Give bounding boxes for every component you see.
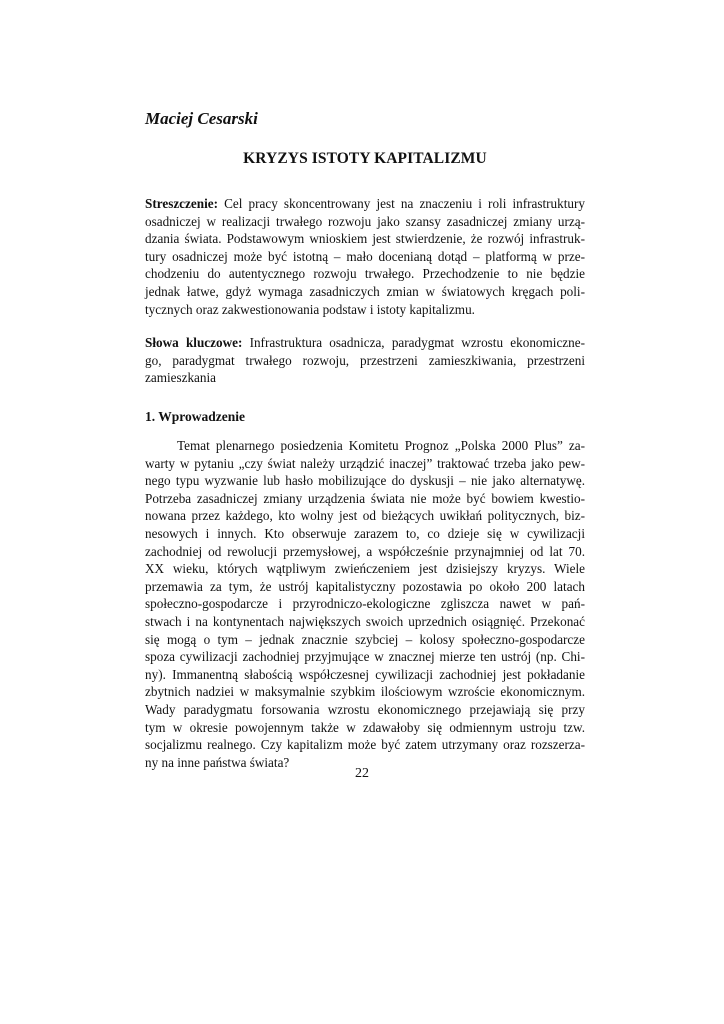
keywords [145, 334, 585, 387]
keywords-lead: Słowa kluczowe: [145, 335, 243, 350]
abstract-line: osadniczej w realizacji trwałego rozwoju jako szansy zasadniczej zmiany urzą- [145, 213, 585, 229]
body-line: zachodniej od rewolucji przemysłowej, a współcześnie przynajmniej od lat 70. [145, 543, 585, 559]
body-line: ny na inne państwa świata? [145, 754, 290, 770]
abstract-line: chodzeniu do autentycznego rozwoju trwałego. Przechodzenie to nie będzie [145, 266, 585, 282]
abstract-line: tycznych oraz zakwestionowania podstaw i istoty kapitalizmu. [145, 301, 475, 317]
page-number: 22 [355, 766, 369, 781]
abstract-line: jednak łatwe, gdyż wymaga zasadniczych zmian w światowych kręgach poli- [145, 283, 585, 299]
keywords-line: go, paradygmat trwałego rozwoju, przestrzeni zamieszkiwania, przestrzeni [145, 352, 585, 368]
body-line: XX wieku, których wątpliwym zwieńczeniem jest dzisiejszy kryzys. Wiele [145, 561, 585, 577]
section-body [145, 437, 585, 771]
body-line: zbytnich nadziei w maksymalnie szybkim ilościowym wzroście ekonomicznym. [145, 684, 585, 700]
body-line: społeczno-gospodarcze i przyrodniczo-ekologiczne zgliszcza nawet w pań- [145, 596, 585, 612]
keywords-text: Infrastruktura osadnicza, paradygmat wzrostu ekonomiczne- [242, 335, 585, 350]
body-line: Wady paradygmatu forsowania wzrostu ekonomicznego przejawiają się przy [145, 701, 585, 717]
abstract-line: dzania świata. Podstawowym wnioskiem jest stwierdzenie, że rozwój infrastruk- [145, 231, 585, 247]
abstract [145, 195, 585, 318]
body-line: nego typu wyzwanie lub hasło mobilizujące do dyskusji – nie jako alternatywę. [145, 473, 585, 489]
body-line: nesowych i innych. Kto obserwuje zarazem to, co dzieje się w cywilizacji [145, 525, 585, 541]
body-line: tym w okresie powojennym także w zdawałoby się odmiennym ustroju tzw. [145, 719, 585, 735]
body-line: warty w pytaniu „czy świat należy urządzić inaczej” traktować trzeba jako pew- [145, 455, 585, 471]
paper-title: KRYZYS ISTOTY KAPITALIZMU [243, 150, 487, 167]
body-line: socjalizmu realnego. Czy kapitalizm może być zatem utrzymany oraz rozszerza- [145, 737, 585, 753]
keywords-line [145, 334, 585, 352]
author-name: Maciej Cesarski [145, 109, 258, 128]
body-line: Potrzeba zasadniczej zmiany urządzenia świata nie może być bowiem kwestio- [145, 490, 585, 506]
body-line: się mogą o tym – jednak znacznie szybciej – kolosy społeczno-gospodarcze [145, 631, 585, 647]
body-line: Temat plenarnego posiedzenia Komitetu Prognoz „Polska 2000 Plus” za- [177, 438, 585, 453]
abstract-lead: Streszczenie: [145, 196, 218, 211]
body-line: nowana przez każdego, kto wolny jest od bieżących uwikłań politycznych, biz- [145, 508, 585, 524]
body-line: przemawia za tym, że ustrój kapitalistyczny pozostawia po około 200 latach [145, 578, 585, 594]
abstract-line: tury osadniczej może być istotną – mało docenianą dotąd – platformą w prze- [145, 248, 585, 264]
abstract-line [145, 195, 585, 213]
body-line: ny). Immanentną słabością współczesnej cywilizacji zachodniej jest pokładanie [145, 666, 585, 682]
section-heading: 1. Wprowadzenie [145, 409, 246, 424]
body-line: spoza cywilizacji zachodniej przyjmujące w znacznej mierze ten ustrój (np. Chi- [145, 649, 585, 665]
body-line: stwach i na kontynentach największych swoich uprzednich osiągnięć. Przekonać [145, 613, 585, 629]
keywords-line: zamieszkania [145, 370, 217, 386]
abstract-text: Cel pracy skoncentrowany jest na znaczeniu i roli infrastruktury [217, 196, 585, 211]
